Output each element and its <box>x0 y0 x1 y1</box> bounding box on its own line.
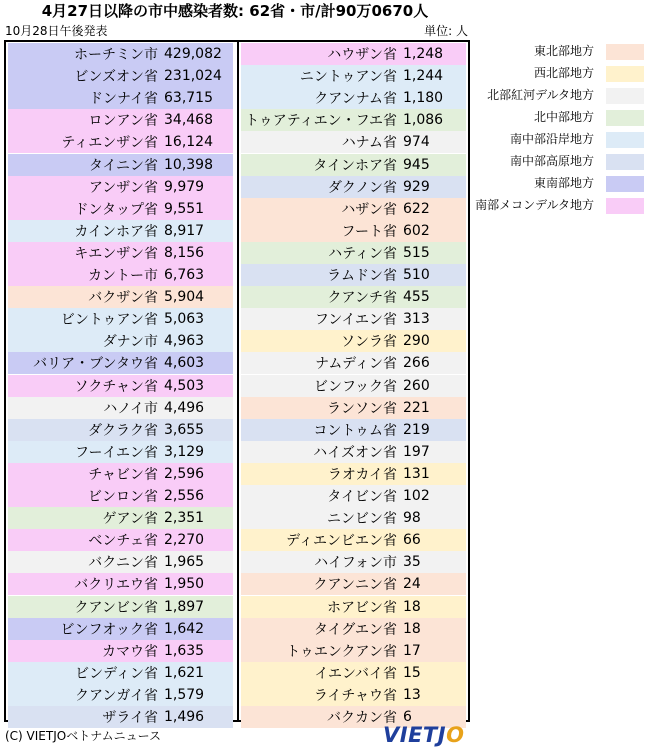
legend-item <box>470 150 650 172</box>
case-count: 24 <box>403 576 421 593</box>
table-row <box>241 264 466 286</box>
logo-text: VIETJ <box>383 723 447 747</box>
province-name: ソクチャン省 <box>74 378 158 395</box>
legend-item <box>470 40 650 62</box>
province-name: ダナン市 <box>102 334 158 351</box>
province-name: ランソン省 <box>327 400 397 417</box>
date-note: 10月28日午後発表 <box>5 24 108 38</box>
case-count-table <box>4 40 470 727</box>
case-count: 1,086 <box>403 112 444 129</box>
province-name: ビンズオン省 <box>74 69 158 86</box>
case-count: 2,270 <box>164 532 205 549</box>
legend-item <box>470 128 650 150</box>
province-name: クアンチ省 <box>327 290 397 307</box>
case-count: 1,621 <box>164 664 205 681</box>
case-count: 13 <box>403 686 421 703</box>
case-count: 1,180 <box>403 90 444 107</box>
case-count: 15 <box>403 664 421 681</box>
province-name: カマウ省 <box>102 643 158 660</box>
table-row <box>241 662 466 684</box>
case-count: 1,950 <box>164 576 205 593</box>
table-row <box>241 397 466 419</box>
legend-item <box>470 194 650 216</box>
table-row <box>8 529 233 551</box>
table-row <box>8 220 233 242</box>
case-count: 18 <box>403 598 421 615</box>
case-count: 2,556 <box>164 488 205 505</box>
province-name: ホーチミン市 <box>74 47 158 64</box>
province-name: ハザン省 <box>341 201 397 218</box>
province-name: イエンバイ省 <box>314 665 397 682</box>
legend-label: 北中部地方 <box>533 110 594 124</box>
case-count: 6,763 <box>164 267 205 284</box>
table-row <box>241 352 466 374</box>
province-name: ビントゥアン省 <box>60 312 158 329</box>
table-row <box>241 441 466 463</box>
province-name: ビンフック省 <box>313 378 397 395</box>
legend-label: 南中部高原地方 <box>509 154 594 168</box>
table-row <box>8 485 233 507</box>
province-name: ハナム省 <box>341 135 397 152</box>
table-row <box>8 640 233 662</box>
province-name: バリア・ブンタウ省 <box>33 356 158 373</box>
case-count: 17 <box>403 642 421 659</box>
case-count: 260 <box>403 377 430 394</box>
case-count: 34,468 <box>164 112 213 129</box>
table-row <box>8 684 233 706</box>
table-row <box>8 662 233 684</box>
legend-swatch <box>606 110 644 126</box>
legend-item <box>470 106 650 128</box>
case-count: 16,124 <box>164 134 213 151</box>
province-name: ティエンザン省 <box>61 135 158 152</box>
copyright-credit: (C) VIETJOベトナムニュース <box>5 729 162 743</box>
province-name: ドンタップ省 <box>74 201 158 218</box>
table-row <box>241 87 466 109</box>
table-row <box>241 220 466 242</box>
province-name: カントー市 <box>88 268 158 285</box>
case-count: 219 <box>403 421 430 438</box>
table-row <box>8 706 233 728</box>
province-name: コントゥム省 <box>313 422 397 439</box>
unit-note: 単位: 人 <box>424 24 468 38</box>
legend-swatch <box>606 88 644 104</box>
legend-swatch <box>606 198 644 214</box>
case-count: 1,642 <box>164 620 205 637</box>
province-name: ニントゥアン省 <box>299 69 397 86</box>
table-row <box>241 65 466 87</box>
case-count: 4,603 <box>164 355 205 372</box>
province-name: タインホア省 <box>313 157 397 174</box>
table-row <box>241 507 466 529</box>
table-row <box>8 330 233 352</box>
legend-swatch <box>606 154 644 170</box>
legend-swatch <box>606 66 644 82</box>
case-count: 197 <box>403 443 430 460</box>
province-name: ナムディン省 <box>315 356 397 373</box>
case-count: 1,897 <box>164 598 205 615</box>
case-count: 102 <box>403 488 430 505</box>
province-name: クアンビン省 <box>74 599 158 616</box>
case-count: 266 <box>403 355 430 372</box>
legend-swatch <box>606 44 644 60</box>
province-name: ソンラ省 <box>341 334 397 351</box>
table-row <box>241 154 466 176</box>
table-row <box>8 463 233 485</box>
province-name: トゥエンクアン省 <box>286 643 397 660</box>
table-row <box>241 286 466 308</box>
case-count: 515 <box>403 244 430 261</box>
table-row <box>241 551 466 573</box>
table-row <box>8 87 233 109</box>
case-count: 974 <box>403 134 430 151</box>
table-row <box>241 330 466 352</box>
table-row <box>8 419 233 441</box>
case-count: 2,351 <box>164 510 205 527</box>
table-row <box>241 640 466 662</box>
table-row <box>241 573 466 595</box>
table-row <box>8 264 233 286</box>
case-count: 622 <box>403 200 430 217</box>
table-row <box>241 596 466 618</box>
province-name: ハティン省 <box>328 245 397 262</box>
column-divider <box>237 42 239 720</box>
province-name: ビンロン省 <box>88 489 158 506</box>
province-name: カインホア省 <box>74 223 158 240</box>
case-count: 5,904 <box>164 289 205 306</box>
table-row <box>241 131 466 153</box>
table-row <box>241 43 466 65</box>
case-count: 18 <box>403 620 421 637</box>
table-row <box>8 573 233 595</box>
case-count: 429,082 <box>164 46 222 63</box>
province-name: ハウザン省 <box>327 47 397 64</box>
legend-label: 北部紅河デルタ地方 <box>487 88 594 102</box>
table-row <box>8 308 233 330</box>
case-count: 1,965 <box>164 554 205 571</box>
case-count: 313 <box>403 311 430 328</box>
table-row <box>8 397 233 419</box>
legend-item <box>470 62 650 84</box>
table-row <box>8 109 233 131</box>
province-name: ハイズオン省 <box>313 444 397 461</box>
province-name: ザライ省 <box>102 710 158 727</box>
province-name: バクリエウ省 <box>74 577 158 594</box>
case-count: 1,579 <box>164 686 205 703</box>
province-name: ニンビン省 <box>327 511 397 528</box>
province-name: ラムドン省 <box>327 268 397 285</box>
province-name: クアンナム省 <box>314 91 397 108</box>
province-name: ライチャウ省 <box>313 687 397 704</box>
province-name: ビンディン省 <box>75 665 158 682</box>
legend-label: 東南部地方 <box>533 176 594 190</box>
province-name: タイニン省 <box>88 157 158 174</box>
legend-swatch <box>606 132 644 148</box>
case-count: 5,063 <box>164 311 205 328</box>
province-name: キエンザン省 <box>74 245 158 262</box>
case-count: 290 <box>403 333 430 350</box>
table-row <box>241 684 466 706</box>
case-count: 8,917 <box>164 222 205 239</box>
table-row <box>241 485 466 507</box>
province-name: フーイエン省 <box>74 444 158 461</box>
table-row <box>8 375 233 397</box>
province-name: ゲアン省 <box>102 511 158 528</box>
case-count: 6 <box>403 709 412 726</box>
province-name: バクニン省 <box>88 555 158 572</box>
legend-item <box>470 172 650 194</box>
province-name: フンイエン省 <box>314 312 397 329</box>
case-count: 10,398 <box>164 156 213 173</box>
province-name: タイグエン省 <box>313 621 397 638</box>
table-row <box>241 375 466 397</box>
province-name: ラオカイ省 <box>327 466 397 483</box>
province-name: アンザン省 <box>88 179 158 196</box>
case-count: 1,248 <box>403 46 444 63</box>
legend-item <box>470 84 650 106</box>
table-row <box>8 551 233 573</box>
province-name: チャビン省 <box>88 466 158 483</box>
table-row <box>8 352 233 374</box>
case-count: 8,156 <box>164 244 205 261</box>
case-count: 63,715 <box>164 90 213 107</box>
case-count: 1,635 <box>164 642 205 659</box>
case-count: 131 <box>403 465 430 482</box>
case-count: 3,129 <box>164 443 205 460</box>
case-count: 945 <box>403 156 430 173</box>
table-row <box>241 463 466 485</box>
table-row <box>241 529 466 551</box>
legend-label: 西北部地方 <box>533 66 594 80</box>
table-row <box>8 198 233 220</box>
case-count: 98 <box>403 510 421 527</box>
province-name: クアンガイ省 <box>74 687 158 704</box>
case-count: 1,244 <box>403 68 444 85</box>
case-count: 4,963 <box>164 333 205 350</box>
chart-title: 4月27日以降の市中感染者数: 62省・市/計90万0670人 <box>41 2 429 20</box>
legend-label: 南中部沿岸地方 <box>509 132 594 146</box>
table-row <box>8 154 233 176</box>
province-name: ダクラク省 <box>88 422 158 439</box>
province-name: ハノイ市 <box>103 400 158 417</box>
table-row <box>241 618 466 640</box>
province-name: ビンフオック省 <box>60 621 158 638</box>
province-name: ロンアン省 <box>88 113 158 130</box>
table-row <box>8 507 233 529</box>
table-row <box>8 441 233 463</box>
case-count: 602 <box>403 222 430 239</box>
province-name: ディエンビエン省 <box>286 533 397 550</box>
case-count: 35 <box>403 554 421 571</box>
case-count: 1,496 <box>164 709 205 726</box>
legend-label: 東北部地方 <box>533 44 594 58</box>
province-name: フート省 <box>341 223 397 240</box>
legend-swatch <box>606 176 644 192</box>
case-count: 2,596 <box>164 465 205 482</box>
province-name: ホアビン省 <box>327 599 397 616</box>
province-name: ベンチェ省 <box>88 533 158 550</box>
table-row <box>241 242 466 264</box>
table-row <box>241 176 466 198</box>
table-row <box>241 198 466 220</box>
table-row <box>8 242 233 264</box>
case-count: 455 <box>403 289 430 306</box>
table-row <box>8 286 233 308</box>
case-count: 231,024 <box>164 68 222 85</box>
province-name: ダクノン省 <box>327 179 397 196</box>
province-name: クアンニン省 <box>313 577 397 594</box>
table-row <box>8 65 233 87</box>
case-count: 9,979 <box>164 178 205 195</box>
table-row <box>241 308 466 330</box>
case-count: 4,496 <box>164 399 205 416</box>
table-row <box>8 618 233 640</box>
province-name: トゥアティエン・フエ省 <box>245 113 397 130</box>
table-row <box>8 176 233 198</box>
case-count: 3,655 <box>164 421 205 438</box>
case-count: 510 <box>403 267 430 284</box>
province-name: ハイフォン市 <box>314 555 397 572</box>
case-count: 66 <box>403 532 421 549</box>
table-row <box>8 131 233 153</box>
vietjo-logo <box>383 723 464 747</box>
case-count: 929 <box>403 178 430 195</box>
legend-label: 南部メコンデルタ地方 <box>475 198 594 212</box>
case-count: 9,551 <box>164 200 205 217</box>
table-row <box>8 596 233 618</box>
province-name: バクザン省 <box>88 290 158 307</box>
table-row <box>241 109 466 131</box>
table-row <box>8 43 233 65</box>
table-row <box>241 419 466 441</box>
logo-accent-letter: O <box>446 723 465 747</box>
case-count: 4,503 <box>164 377 205 394</box>
province-name: バクカン省 <box>327 710 397 727</box>
province-name: タイビン省 <box>327 489 397 506</box>
case-count: 221 <box>403 399 430 416</box>
province-name: ドンナイ省 <box>88 91 158 108</box>
